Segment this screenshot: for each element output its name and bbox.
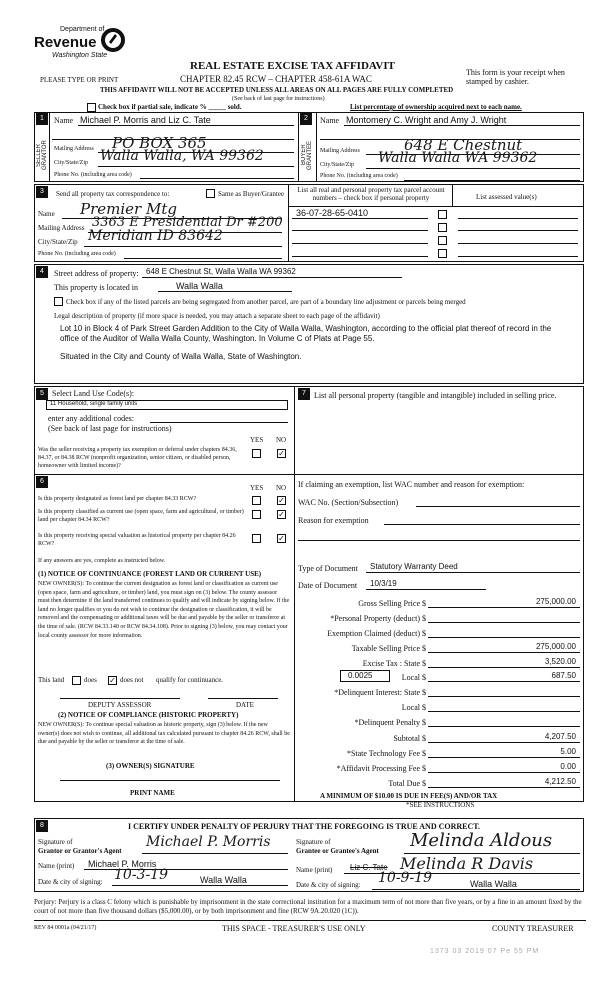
gross-selling-price[interactable]: 275,000.00 bbox=[535, 597, 576, 606]
land-use-label: Select Land Use Code(s): bbox=[52, 389, 134, 398]
current-use-no-checkbox[interactable]: ✓ bbox=[278, 510, 285, 519]
current-use-yes-checkbox[interactable] bbox=[252, 510, 261, 519]
additional-codes-label: enter any additional codes: bbox=[48, 414, 134, 423]
grantee-date-label: Date & city of signing: bbox=[296, 881, 361, 889]
partial-sale-label: Check box if partial sale, indicate % _____ sold. bbox=[98, 103, 242, 111]
agency-line1: Department of bbox=[60, 26, 105, 33]
tax-row-label: *Delinquent Interest: State bbox=[334, 688, 420, 697]
grantor-signature: Michael P. Morris bbox=[146, 834, 271, 850]
grantor-sig-label1: Signature of bbox=[38, 838, 73, 846]
tax-row-label: *Personal Property (deduct) bbox=[330, 614, 420, 623]
s6-yes: YES bbox=[250, 484, 264, 492]
buyer-mailing-handwritten: 648 E Chestnut bbox=[404, 136, 523, 154]
situated-text: Situated in the City and County of Walla Walla, State of Washington. bbox=[60, 352, 302, 361]
form-number: REV 84 0001a (04/21/17) bbox=[34, 925, 97, 931]
seller-city-handwritten: Walla Walla, WA 99362 bbox=[100, 148, 264, 164]
dollar-sign: $ bbox=[422, 718, 426, 727]
section5-number: 5 bbox=[36, 388, 48, 400]
corr-mailing-handwritten: 3363 E Presidential Dr #200 bbox=[92, 215, 283, 230]
perjury-certify: I CERTIFY UNDER PENALTY OF PERJURY THAT THE FOREGOING IS TRUE AND CORRECT. bbox=[128, 822, 481, 831]
tax-row-label: Gross Selling Price bbox=[358, 599, 420, 608]
grantee-signature: Melinda Aldous bbox=[410, 830, 553, 851]
please-type: PLEASE TYPE OR PRINT bbox=[40, 76, 119, 84]
street-label: Street address of property: bbox=[54, 269, 139, 278]
continuance-text: NEW OWNER(S): To continue the current designation as forest land or classification as current use (open space, farm and agriculture, or timber) land, you must sign on (3) below. The county assessor must then determine if the land transferred continues to qualify and will indicate by signing below. If the land no longer qualifies or you do not wish to continue the designation or classification, it will be removed and the compensating or additional taxes will be due and payable by the seller or transferor at the time of sale. (RCW 84.33.140 or RCW 84.34.108). Prior to signing (3) below, you may contact your local county assessor for more information. bbox=[38, 581, 290, 639]
grantee-name-struck: Liz C. Tate bbox=[350, 863, 388, 872]
forest-no-checkbox[interactable]: ✓ bbox=[278, 496, 285, 505]
grantor-city[interactable]: Walla Walla bbox=[200, 875, 247, 885]
does-not-checkbox[interactable]: ✓ bbox=[109, 676, 116, 685]
dollar-sign: $ bbox=[422, 734, 426, 743]
exemption-wac-label: If claiming an exemption, list WAC number and reason for exemption: bbox=[298, 480, 525, 489]
grantee-name-handwritten: Melinda R Davis bbox=[400, 854, 534, 873]
does-label: does bbox=[84, 676, 97, 684]
grantor-sig-label2: Grantor or Grantor's Agent bbox=[38, 847, 122, 855]
tax-row-label: Taxable Selling Price bbox=[351, 644, 420, 653]
parcel3-personal-checkbox[interactable] bbox=[438, 236, 447, 245]
seller-name[interactable]: Michael P. Morris and Liz C. Tate bbox=[80, 115, 211, 125]
buyer-name[interactable]: Montomery C. Wright and Amy J. Wright bbox=[346, 115, 507, 125]
partial-sale-checkbox[interactable] bbox=[87, 103, 96, 112]
located-label: This property is located in bbox=[54, 283, 138, 292]
dollar-sign: $ bbox=[422, 599, 426, 608]
buyer-city-handwritten: Walla Walla WA 99362 bbox=[378, 150, 538, 166]
buyer-mailing-label: Mailing Address bbox=[320, 148, 360, 154]
corr-phone-label: Phone No. (including area code) bbox=[38, 251, 116, 257]
corr-city-handwritten: Meridian ID 83642 bbox=[88, 228, 223, 244]
minimum-due-note: A MINIMUM OF $10.00 IS DUE IN FEE(S) AND/OR TAX bbox=[320, 792, 498, 800]
section6-number: 6 bbox=[36, 476, 48, 488]
form-warning: THIS AFFIDAVIT WILL NOT BE ACCEPTED UNLESS ALL AREAS ON ALL PAGES ARE FULLY COMPLETED bbox=[100, 86, 454, 94]
buyer-city-label: City/State/Zip bbox=[320, 162, 354, 168]
tax-row-label: *State Technology Fee bbox=[346, 749, 420, 758]
doc-date[interactable]: 10/3/19 bbox=[370, 579, 397, 588]
continuance-title: (1) NOTICE OF CONTINUANCE (FOREST LAND OR CURRENT USE) bbox=[38, 570, 262, 578]
tax-row-label: Exemption Claimed (deduct) bbox=[327, 629, 420, 638]
deputy-assessor-label: DEPUTY ASSESSOR bbox=[88, 701, 152, 709]
assessed-header: List assessed value(s) bbox=[476, 193, 537, 201]
receipt-stamp: 1373 03 2019 07 Pe 55 PM bbox=[430, 948, 540, 955]
owner-signature-title: (3) OWNER(S) SIGNATURE bbox=[106, 762, 195, 770]
corr-city-label: City/State/Zip bbox=[38, 238, 78, 246]
dollar-sign: $ bbox=[422, 703, 426, 712]
excise-tax-state[interactable]: 3,520.00 bbox=[544, 657, 576, 666]
exemption-question: Was the seller receiving a property tax exemption or deferral under chapters 84.36, 84.37, or 84.38 RCW (nonprofit organization, senior citizen, or disabled person, homeowner with limited income)? bbox=[38, 447, 237, 469]
agency-state: Washington State bbox=[52, 52, 108, 59]
compliance-text: NEW OWNER(S): To continue special valuation as historic property, sign (3) below. If the new owner(s) does not wish to continue, all additional tax calculated pursuant to chapter 84.26 RCW, shall be due and payable by the seller or transferor at the time of sale. bbox=[38, 722, 290, 746]
corr-label: Send all property tax correspondence to: bbox=[56, 190, 170, 198]
corr-name-handwritten: Premier Mtg bbox=[80, 200, 177, 218]
parcel4-personal-checkbox[interactable] bbox=[438, 249, 447, 258]
see-instructions-note: *SEE INSTRUCTIONS bbox=[406, 801, 475, 809]
ownership-note: List percentage of ownership acquired next to each name. bbox=[350, 103, 522, 111]
land-use-yes: YES bbox=[250, 436, 264, 444]
dollar-sign: $ bbox=[422, 764, 426, 773]
does-checkbox[interactable] bbox=[72, 676, 81, 685]
dollar-sign: $ bbox=[422, 779, 426, 788]
segregated-label: Check box if any of the listed parcels are being segregated from another parcel, are part of a boundary line adjustment or parcels being merged bbox=[66, 298, 466, 306]
same-as-buyer-checkbox[interactable] bbox=[206, 189, 215, 198]
section2-number: 2 bbox=[300, 113, 312, 125]
seller-name-label: Name bbox=[54, 116, 74, 125]
agency-logo bbox=[34, 26, 134, 66]
grantee-date: 10-9-19 bbox=[378, 870, 432, 886]
forest-question: Is this property designated as forest land per chapter 84.33 RCW? bbox=[38, 496, 197, 502]
tax-row-label: *Affidavit Processing Fee bbox=[336, 764, 420, 773]
doc-date-label: Date of Document bbox=[298, 581, 358, 590]
grantee-sig-label2: Grantee or Grantee's Agent bbox=[296, 847, 379, 855]
grantor-name[interactable]: Michael P. Morris bbox=[88, 859, 157, 869]
reason-label: Reason for exemption bbox=[298, 516, 369, 525]
section4-number: 4 bbox=[36, 266, 48, 278]
buyer-vertical-label: BUYER GRANTEE bbox=[301, 140, 313, 170]
parcel-header: List all real and personal property tax parcel account numbers – check box if personal property bbox=[297, 186, 445, 202]
county-treasurer: COUNTY TREASURER bbox=[492, 924, 574, 933]
exemption-yes-checkbox[interactable] bbox=[252, 449, 261, 458]
state-technology-fee[interactable]: 5.00 bbox=[560, 747, 576, 756]
grantee-name-label: Name (print) bbox=[296, 866, 333, 874]
excise-tax-local[interactable]: 687.50 bbox=[551, 671, 576, 680]
parcel2-personal-checkbox[interactable] bbox=[438, 223, 447, 232]
land-use-see-back: (See back of last page for instructions) bbox=[48, 424, 172, 433]
legal-label: Legal description of property (if more space is needed, you may attach a separate sheet to each page of the affidavit) bbox=[54, 312, 380, 320]
seller-vertical-label: SELLER GRANTOR bbox=[36, 140, 48, 170]
dollar-sign: $ bbox=[422, 644, 426, 653]
tax-row-label: Excise Tax : State bbox=[362, 659, 420, 668]
current-use-question: Is this property classified as current use (open space, farm and agricultural, or timber) land per chapter 84.34 RCW? bbox=[38, 509, 244, 523]
historic-no-checkbox[interactable]: ✓ bbox=[278, 534, 285, 543]
located-in[interactable]: Walla Walla bbox=[176, 281, 223, 291]
print-name-label: PRINT NAME bbox=[130, 789, 175, 797]
tax-row-label: Local bbox=[401, 673, 420, 682]
agency-name: Revenue bbox=[34, 34, 97, 51]
dollar-sign: $ bbox=[422, 749, 426, 758]
tax-row-label: *Delinquent Penalty bbox=[354, 718, 420, 727]
doc-type[interactable]: Statutory Warranty Deed bbox=[370, 562, 458, 571]
forest-yes-checkbox[interactable] bbox=[252, 496, 261, 505]
affidavit-processing-fee[interactable]: 0.00 bbox=[560, 762, 576, 771]
tax-row-label: Total Due bbox=[388, 779, 420, 788]
land-use-no: NO bbox=[276, 436, 287, 444]
section3-number: 3 bbox=[36, 186, 48, 198]
dollar-sign: $ bbox=[422, 629, 426, 638]
parcel-number[interactable]: 36-07-28-65-0410 bbox=[296, 208, 369, 218]
form-chapter: CHAPTER 82.45 RCW – CHAPTER 458-61A WAC bbox=[180, 74, 372, 84]
grantee-city[interactable]: Walla Walla bbox=[470, 879, 517, 889]
deputy-date-label: DATE bbox=[236, 701, 254, 709]
treasurer-space: THIS SPACE - TREASURER'S USE ONLY bbox=[222, 924, 366, 933]
grantee-sig-label1: Signature of bbox=[296, 838, 331, 846]
exemption-no-checkbox[interactable]: ✓ bbox=[278, 449, 285, 458]
total-due[interactable]: 4,212.50 bbox=[544, 777, 576, 786]
doc-type-label: Type of Document bbox=[298, 564, 358, 573]
if-yes-note: If any answers are yes, complete as instructed below. bbox=[38, 558, 166, 564]
parcel1-personal-checkbox[interactable] bbox=[438, 210, 447, 219]
land-use-code: 11 Household, single family units bbox=[50, 401, 138, 407]
form-title: REAL ESTATE EXCISE TAX AFFIDAVIT bbox=[190, 60, 395, 72]
this-land-label: This land bbox=[38, 676, 65, 684]
grantor-name-label: Name (print) bbox=[38, 862, 75, 870]
seller-mailing-handwritten: PO BOX 365 bbox=[112, 134, 207, 152]
dollar-sign: $ bbox=[422, 614, 426, 623]
buyer-name-label: Name bbox=[320, 116, 340, 125]
subtotal[interactable]: 4,207.50 bbox=[544, 732, 576, 741]
dollar-sign: $ bbox=[422, 688, 426, 697]
corr-mailing-label: Mailing Address bbox=[38, 224, 85, 232]
historic-yes-checkbox[interactable] bbox=[252, 534, 261, 543]
does-not-label: does not bbox=[120, 676, 144, 684]
dollar-sign: $ bbox=[422, 659, 426, 668]
see-back-header: (See back of last page for instructions) bbox=[232, 96, 325, 102]
compliance-title: (2) NOTICE OF COMPLIANCE (HISTORIC PROPERTY) bbox=[58, 711, 239, 719]
section1-number: 1 bbox=[36, 113, 48, 125]
taxable-selling-price[interactable]: 275,000.00 bbox=[535, 642, 576, 651]
dollar-sign: $ bbox=[422, 673, 426, 682]
wac-no-label: WAC No. (Section/Subsection) bbox=[298, 498, 399, 507]
seller-mailing-label: Mailing Address bbox=[54, 146, 94, 152]
street-address[interactable]: 648 E Chestnut St, Walla Walla WA 99362 bbox=[146, 267, 296, 276]
seller-phone-label: Phone No. (including area code) bbox=[54, 172, 132, 178]
segregated-checkbox[interactable] bbox=[54, 297, 63, 306]
tax-row-label: Subtotal bbox=[393, 734, 420, 743]
logo-swoosh-icon bbox=[100, 28, 126, 52]
s6-no: NO bbox=[276, 484, 287, 492]
same-as-buyer-label: Same as Buyer/Grantee bbox=[218, 190, 285, 198]
personal-property-label: List all personal property (tangible and intangible) included in selling price. bbox=[314, 391, 557, 400]
receipt-note: This form is your receipt when stamped by cashier. bbox=[466, 68, 565, 86]
grantor-date: 10-3-19 bbox=[114, 867, 168, 883]
legal-description: Lot 10 in Block 4 of Park Street Garden Addition to the City of Walla Walla, Washington, according to the official plat thereof of record in the office of the Auditor of Walla Walla County, Washington. In Volume C of Plats at Page 55. bbox=[60, 324, 552, 343]
buyer-phone-label: Phone No. (including area code) bbox=[320, 173, 398, 179]
tax-row-label: Local bbox=[401, 703, 420, 712]
tax-rate: 0.0025 bbox=[348, 671, 373, 680]
corr-name-label: Name bbox=[38, 210, 55, 218]
historic-question: Is this property receiving special valuation as historical property per chapter 84.26 RCW? bbox=[38, 533, 236, 547]
section8-number: 8 bbox=[36, 820, 48, 832]
grantor-date-label: Date & city of signing: bbox=[38, 878, 103, 886]
qualify-label: qualify for continuance. bbox=[156, 676, 224, 684]
section7-number: 7 bbox=[298, 388, 310, 400]
seller-city-label: City/State/Zip bbox=[54, 160, 88, 166]
perjury-footer: Perjury: Perjury is a class C felony which is punishable by imprisonment in the state correctional institution for a maximum term of not more than five years, or by a fine in an amount fixed by the court of not more than five thousand dollars ($5,000.00), or by both imprisonment and fine (RCW 9A.20.020 (1C)). bbox=[34, 898, 582, 915]
